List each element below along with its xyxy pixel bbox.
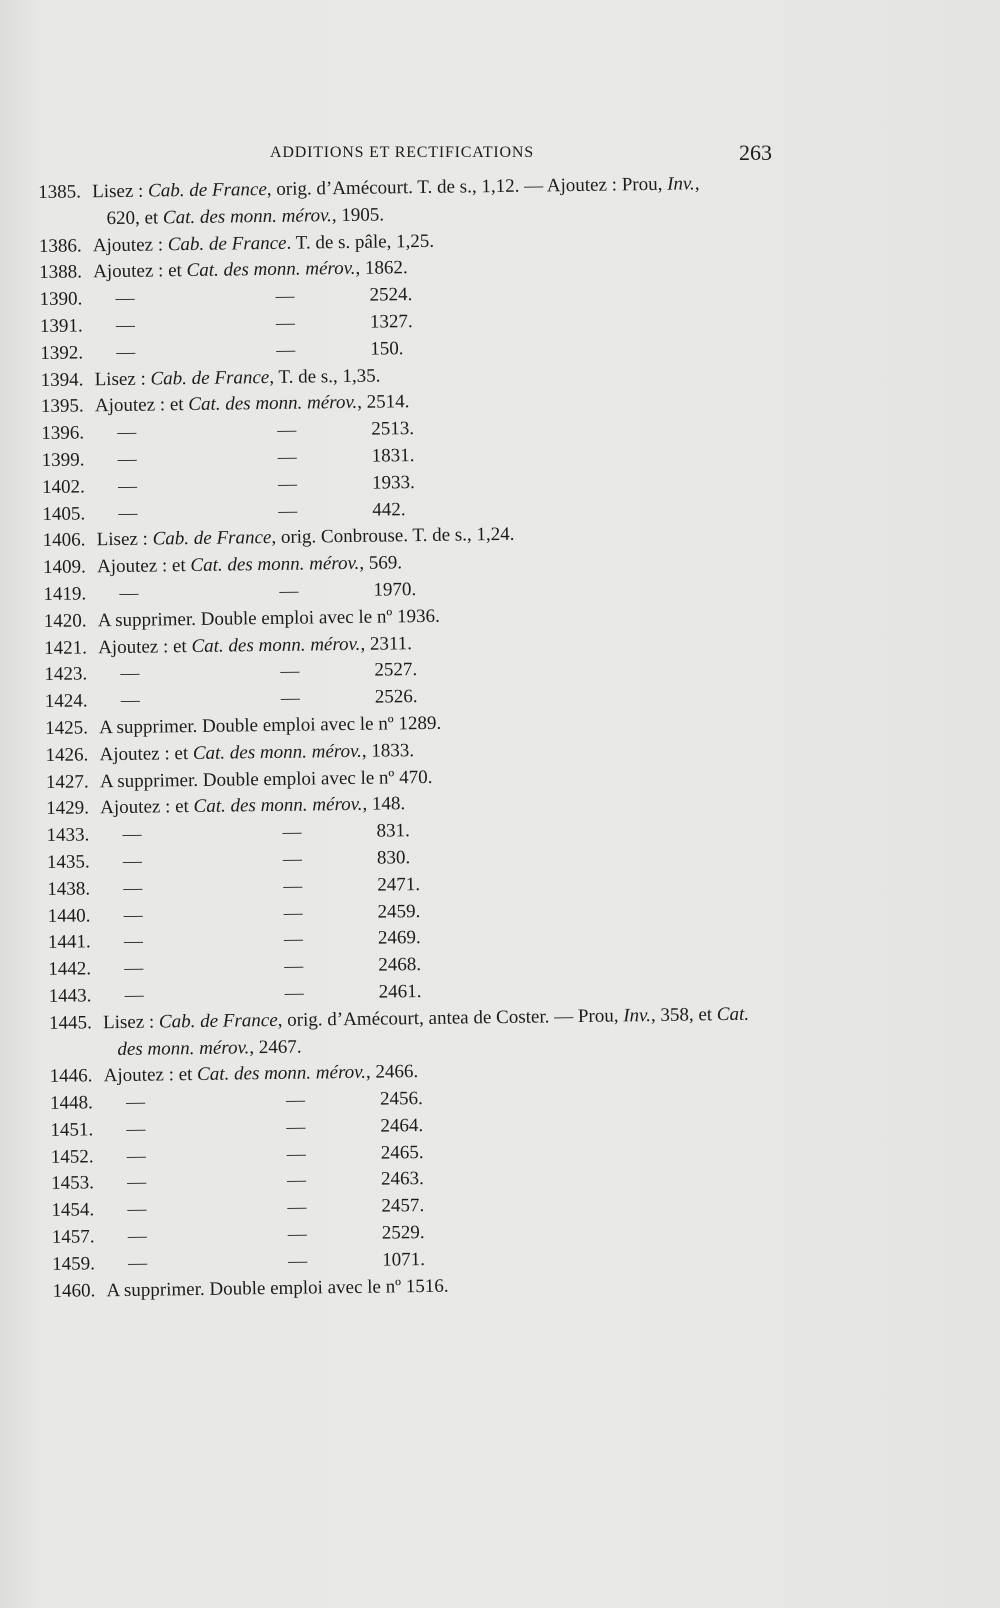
ditto-dash: — [128,1252,148,1274]
entry-number: 1453. [51,1172,95,1195]
entry-value: 2529. [381,1222,425,1244]
ditto-dash: — [119,582,139,604]
entry-number: 1426. [45,744,89,766]
entry-number: 1433. [46,824,90,847]
entry-number: 1427. [45,770,89,793]
page-header [48,140,780,174]
entry-text: Ajoutez : et Cat. des monn. mérov., 2514. [94,391,410,417]
ditto-dash: — [287,1196,307,1219]
entry-row [38,170,799,234]
entry-number: 1443. [48,985,92,1007]
ditto-dash: — [116,341,136,363]
entry-value: 2457. [381,1195,425,1217]
entry-value: 2461. [378,980,422,1003]
ditto-dash: — [120,663,140,685]
entry-value: 831. [376,820,410,842]
entry-number: 1440. [47,904,91,927]
ditto-dash: — [286,1143,306,1165]
ditto-dash: — [282,821,302,843]
ditto-dash: — [280,687,300,710]
entry-value: 830. [376,847,411,869]
entry-number: 1441. [47,931,91,954]
entry-number: 1435. [46,851,90,873]
entry-number: 1399. [41,449,85,471]
ditto-dash: — [126,1118,146,1140]
entry-number: 1406. [42,529,86,552]
ditto-dash: — [278,500,298,522]
entry-value: 1933. [371,471,415,494]
entry-value: 1071. [382,1248,426,1271]
entry-text: Lisez : Cab. de France, orig. Conbrouse. T. de s., 1,24. [96,524,515,551]
entry-number: 1460. [52,1280,96,1302]
entry-text: Lisez : Cab. de France, orig. d’Amécourt, antea de Coster. — Prou, Inv., 358, et Cat. [102,1003,750,1033]
entry-number: 1419. [43,583,87,605]
ditto-dash: — [286,1116,306,1138]
entry-text: Ajoutez : et Cat. des monn. mérov., 1862. [93,257,408,283]
entry-value: 1831. [371,445,415,467]
entry-number: 1392. [40,342,84,364]
ditto-dash: — [124,957,144,980]
entry-value: 1327. [369,311,413,333]
entry-continuation: des monn. mérov., 2467. [117,1036,302,1060]
entry-number: 1421. [43,636,88,659]
entry-number: 1438. [47,878,91,900]
ditto-dash: — [123,904,143,926]
ditto-dash: — [117,475,138,497]
entry-number: 1429. [46,797,90,820]
ditto-dash: — [282,848,303,870]
ditto-dash: — [276,339,296,361]
entry-text: Ajoutez : et Cat. des monn. mérov., 2311. [97,632,413,658]
entry-number: 1396. [41,422,85,445]
ditto-dash: — [118,502,138,524]
entry-value: 2527. [374,659,418,681]
entry-number: 1423. [44,663,88,686]
entry-value: 2463. [380,1168,424,1191]
ditto-dash: — [277,419,297,442]
entry-text: A supprimer. Double emploi avec le nº 1289. [99,712,442,739]
entry-value: 442. [372,498,406,521]
entry-value: 1970. [373,579,417,601]
ditto-dash: — [284,955,304,977]
ditto-dash: — [124,984,144,1006]
entry-value: 2459. [377,900,421,923]
ditto-dash: — [277,473,298,495]
ditto-dash: — [285,1089,306,1111]
ditto-dash: — [125,1091,146,1114]
ditto-dash: — [120,689,140,712]
running-title: ADDITIONS ET RECTIFICATIONS [270,144,534,161]
entry-number: 1391. [39,315,83,337]
entry-number: 1388. [39,261,83,284]
entry-continuation: 620, et Cat. des monn. mérov., 1905. [106,204,385,229]
entry-number: 1424. [44,690,88,713]
ditto-dash: — [115,287,135,310]
entry-value: 2468. [378,954,422,976]
entry-number: 1445. [48,1012,92,1034]
entry-number: 1395. [40,395,84,418]
entry-number: 1386. [38,235,82,257]
ditto-dash: — [117,448,137,470]
ditto-dash: — [283,928,304,951]
entry-value: 2471. [377,873,421,896]
entry-number: 1452. [50,1146,94,1168]
entry-number: 1442. [48,958,92,981]
ditto-dash: — [126,1145,146,1167]
ditto-dash: — [127,1225,147,1247]
entry-number: 1459. [52,1253,96,1275]
entry-value: 2469. [377,927,421,949]
ditto-dash: — [115,314,136,336]
entry-value: 2524. [369,284,413,306]
entry-value: 150. [370,338,404,360]
ditto-dash: — [284,982,304,1004]
entry-value: 2464. [380,1114,424,1137]
ditto-dash: — [123,877,143,899]
entry-row [49,1001,810,1065]
entry-number: 1448. [49,1092,93,1115]
entry-value: 2513. [371,418,415,440]
entry-number: 1385. [38,181,82,203]
ditto-dash: — [117,421,137,444]
entry-text: Ajoutez : et Cat. des monn. mérov., 148. [100,793,406,819]
entry-number: 1454. [51,1199,95,1222]
entries-list [38,170,813,1305]
ditto-dash: — [277,446,297,468]
ditto-dash: — [287,1223,307,1245]
entry-number: 1425. [45,717,89,739]
entry-number: 1451. [50,1119,94,1141]
entry-number: 1405. [42,502,86,525]
entry-number: 1409. [42,556,86,579]
ditto-dash: — [283,902,303,924]
ditto-dash: — [122,823,142,846]
entry-number: 1394. [40,369,84,391]
entry-text: Ajoutez : et Cat. des monn. mérov., 1833. [99,739,415,765]
entry-number: 1457. [51,1226,95,1248]
entry-value: 2456. [379,1088,423,1110]
entry-text: Ajoutez : et Cat. des monn. mérov., 2466. [103,1061,419,1087]
entry-number: 1402. [41,476,85,498]
entry-value: 2526. [374,686,418,708]
entry-number: 1420. [43,610,87,632]
ditto-dash: — [280,660,300,683]
entry-number: 1446. [49,1065,93,1088]
ditto-dash: — [122,850,143,872]
ditto-dash: — [123,931,144,953]
entry-text: Lisez : Cab. de France, orig. d’Amécourt. T. de s., 1,12. — Ajoutez : Prou, Inv., [92,173,700,203]
entry-text: A supprimer. Double emploi avec le nº 1516. [106,1275,449,1301]
ditto-dash: — [127,1198,147,1221]
entry-text: A supprimer. Double emploi avec le nº 1936. [97,605,440,632]
ditto-dash: — [275,312,296,334]
entry-number: 1390. [39,288,83,311]
ditto-dash: — [286,1170,307,1192]
ditto-dash: — [126,1172,147,1194]
entry-text: Ajoutez : et Cat. des monn. mérov., 569. [96,552,403,578]
ditto-dash: — [279,580,299,602]
ditto-dash: — [275,285,295,308]
ditto-dash: — [283,875,303,897]
entry-text: Ajoutez : Cab. de France. T. de s. pâle, 1,25. [92,230,435,256]
page-number: 263 [739,140,772,165]
ditto-dash: — [288,1250,308,1272]
entry-text: A supprimer. Double emploi avec le nº 470. [99,766,433,792]
entry-value: 2465. [380,1141,424,1164]
entry-text: Lisez : Cab. de France, T. de s., 1,35. [94,365,381,390]
